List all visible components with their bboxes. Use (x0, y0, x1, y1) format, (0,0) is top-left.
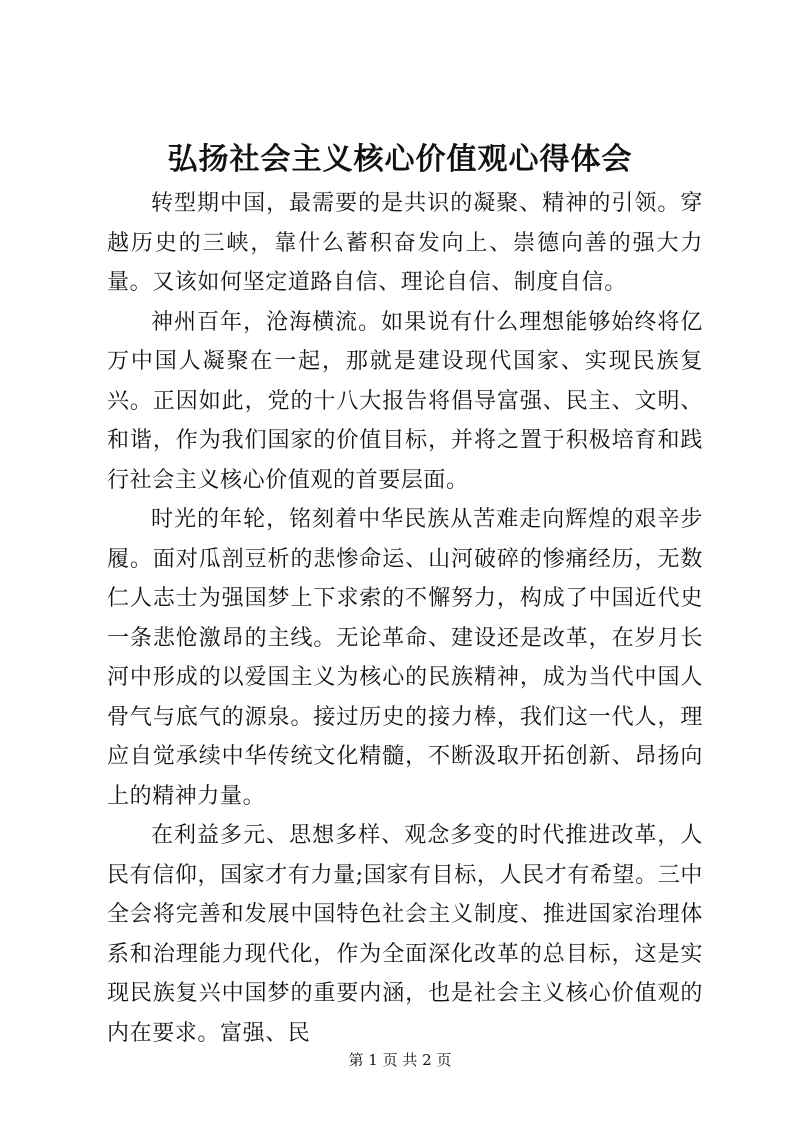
paragraph-3: 时光的年轮，铭刻着中华民族从苦难走向辉煌的艰辛步履。面对瓜剖豆析的悲惨命运、山河破碎的惨痛经历，无数仁人志士为强国梦上下求索的不懈努力，构成了中国近代史一条悲怆激昂的主线。无论革命、建设还是改革，在岁月长河中形成的以爱国主义为核心的民族精神，成为当代中国人骨气与底气的源泉。接过历史的接力棒，我们这一代人，理应自觉承续中华传统文化精髓，不断汲取开拓创新、昂扬向上的精神力量。 (107, 507, 703, 809)
document-body (107, 184, 703, 1053)
page-number: 第 1 页 共 2 页 (348, 1051, 452, 1069)
document-title: 弘扬社会主义核心价值观心得体会 (167, 142, 633, 177)
paragraph-2: 神州百年，沧海横流。如果说有什么理想能够始终将亿万中国人凝聚在一起，那就是建设现代国家、实现民族复兴。正因如此，党的十八大报告将倡导富强、民主、文明、和谐，作为我们国家的价值目标，并将之置于积极培育和践行社会主义核心价值观的首要层面。 (107, 309, 703, 493)
paragraph-4: 在利益多元、思想多样、观念多变的时代推进改革，人民有信仰，国家才有力量;国家有目标，人民才有希望。三中全会将完善和发展中国特色社会主义制度、推进国家治理体系和治理能力现代化，作为全面深化改革的总目标，这是实现民族复兴中国梦的重要内涵，也是社会主义核心价值观的内在要求。富强、民 (107, 823, 703, 1046)
paragraph-1: 转型期中国，最需要的是共识的凝聚、精神的引领。穿越历史的三峡，靠什么蓄积奋发向上、崇德向善的强大力量。又该如何坚定道路自信、理论自信、制度自信。 (107, 191, 703, 295)
